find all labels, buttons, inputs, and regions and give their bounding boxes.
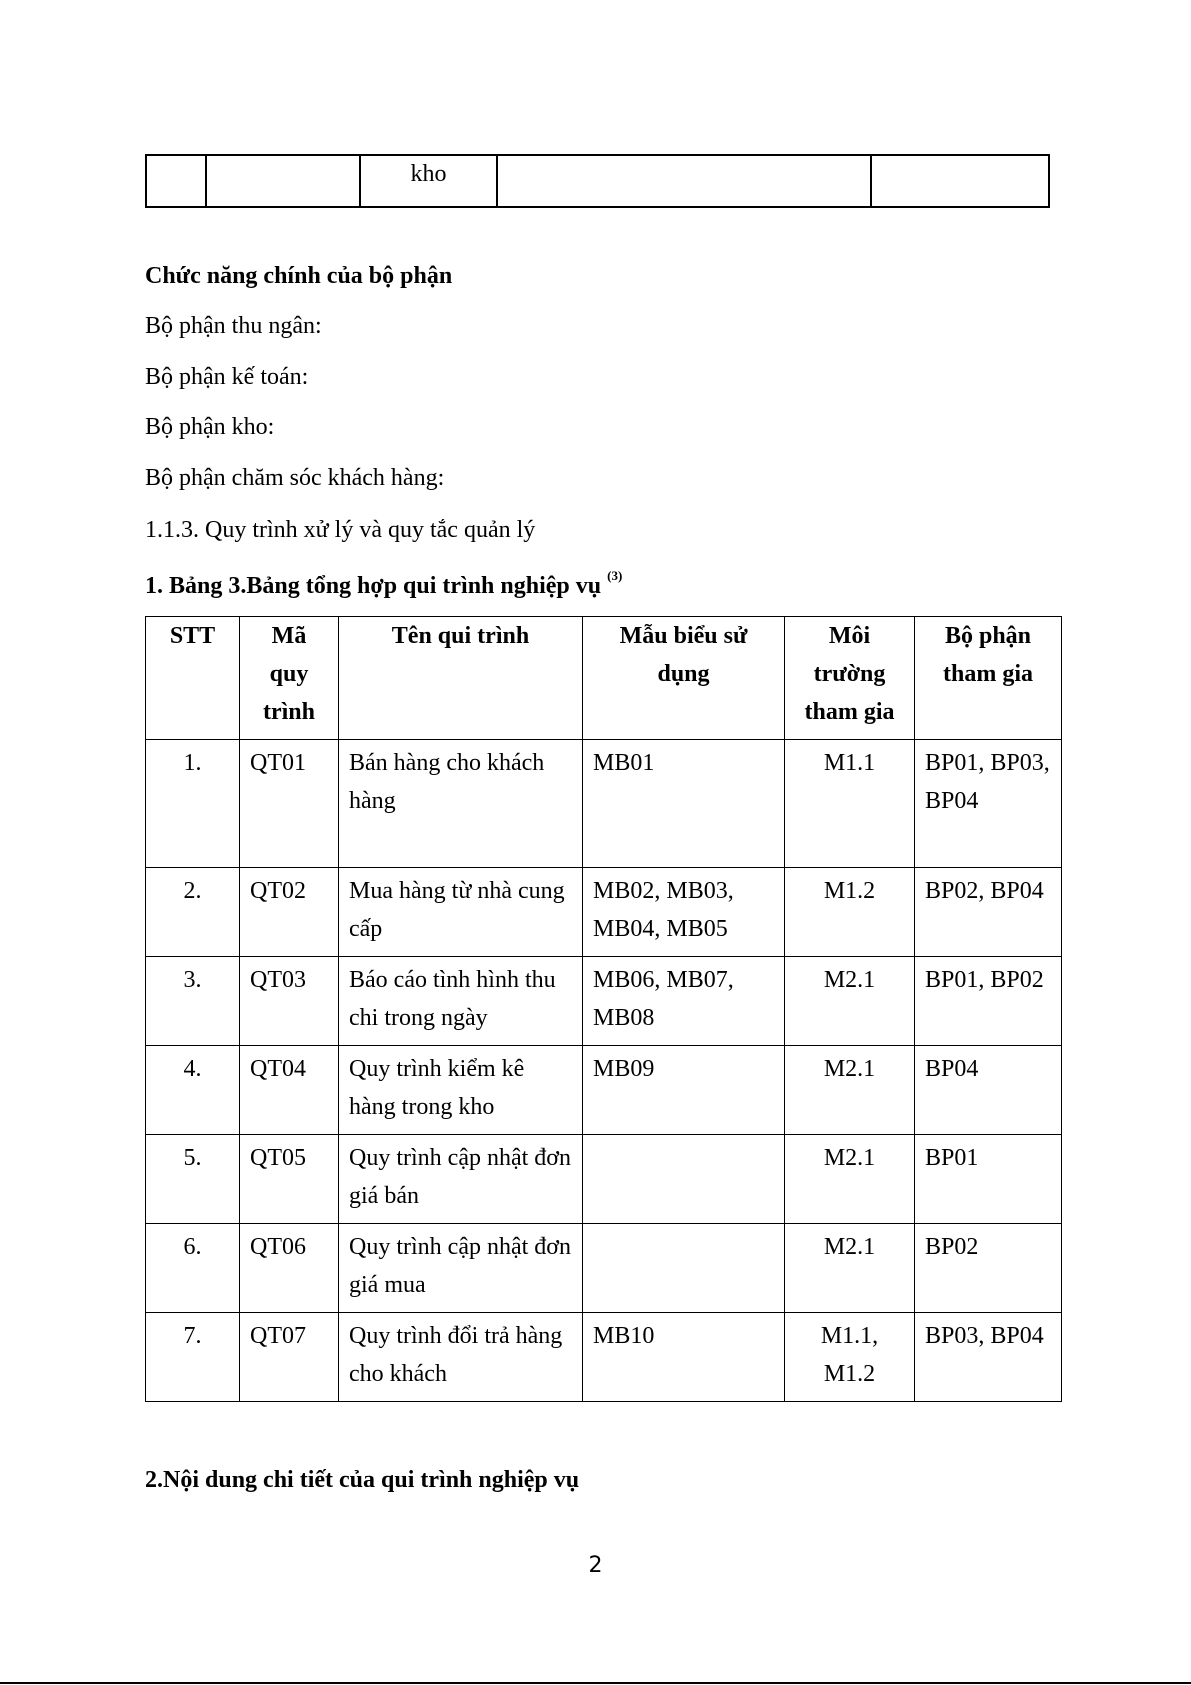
department-line: Bộ phận kế toán: [145,364,309,390]
cell-dept: BP03, BP04 [915,1313,1062,1402]
header-departments: Bộ phận tham gia [915,617,1062,740]
table-row [146,957,1062,1046]
cell-forms: MB09 [583,1046,785,1135]
cell-name: Mua hàng từ nhà cung cấp [339,868,583,957]
table-row [146,1313,1062,1402]
cell-forms: MB01 [583,740,785,868]
cell-env: M2.1 [785,1135,915,1224]
header-forms-used: Mẫu biểu sử dụng [583,617,785,740]
cell-forms [583,1135,785,1224]
header-process-code: Mã quy trình [240,617,339,740]
cell-stt: 1. [146,740,240,868]
table-row [146,1135,1062,1224]
department-line: Bộ phận kho: [145,414,275,440]
table-caption-text: 1. Bảng 3.Bảng tổng hợp qui trình nghiệp vụ [145,573,602,599]
department-line: Bộ phận thu ngân: [145,313,322,339]
cell-env: M1.1, M1.2 [785,1313,915,1402]
cell-code: QT07 [240,1313,339,1402]
cell-name: Quy trình kiểm kê hàng trong kho [339,1046,583,1135]
table-row [146,1224,1062,1313]
cell-env: M1.1 [785,740,915,868]
next-section-heading: 2.Nội dung chi tiết của qui trình nghiệp vụ [145,1467,580,1493]
section-heading: Chức năng chính của bộ phận [145,263,453,289]
cell-name: Quy trình đổi trả hàng cho khách [339,1313,583,1402]
cell-code: QT06 [240,1224,339,1313]
table-row [146,1046,1062,1135]
cell-env: M2.1 [785,1224,915,1313]
page-bottom-rule [0,1682,1191,1684]
cell-stt: 6. [146,1224,240,1313]
department-line: Bộ phận chăm sóc khách hàng: [145,465,445,491]
cell-dept: BP02 [915,1224,1062,1313]
cell-stt: 7. [146,1313,240,1402]
table-cell [206,155,360,207]
cell-stt: 3. [146,957,240,1046]
cell-name: Quy trình cập nhật đơn giá mua [339,1224,583,1313]
table-cell: kho [360,155,497,207]
table-caption [145,565,622,601]
cell-dept: BP01 [915,1135,1062,1224]
cell-name: Quy trình cập nhật đơn giá bán [339,1135,583,1224]
table-row [146,868,1062,957]
cell-stt: 2. [146,868,240,957]
page-number: 2 [588,1553,603,1578]
table-cell [146,155,206,207]
cell-env: M2.1 [785,957,915,1046]
cell-code: QT04 [240,1046,339,1135]
cell-env: M2.1 [785,1046,915,1135]
cell-code: QT02 [240,868,339,957]
table-cell [497,155,871,207]
cell-name: Báo cáo tình hình thu chi trong ngày [339,957,583,1046]
cell-forms [583,1224,785,1313]
cell-dept: BP01, BP02 [915,957,1062,1046]
table-header-row [146,617,1062,740]
cell-env: M1.2 [785,868,915,957]
table-row [146,155,1049,207]
continued-table-fragment [145,154,1050,208]
cell-forms: MB02, MB03, MB04, MB05 [583,868,785,957]
cell-dept: BP04 [915,1046,1062,1135]
cell-code: QT03 [240,957,339,1046]
header-process-name: Tên qui trình [339,617,583,740]
cell-forms: MB06, MB07, MB08 [583,957,785,1046]
cell-stt: 5. [146,1135,240,1224]
header-environment: Môi trường tham gia [785,617,915,740]
cell-name: Bán hàng cho khách hàng [339,740,583,868]
cell-code: QT05 [240,1135,339,1224]
process-summary-table [145,616,1062,1402]
table-caption-reference: (3) [607,568,623,583]
cell-dept: BP02, BP04 [915,868,1062,957]
cell-forms: MB10 [583,1313,785,1402]
table-cell [871,155,1049,207]
header-stt: STT [146,617,240,740]
cell-dept: BP01, BP03, BP04 [915,740,1062,868]
cell-stt: 4. [146,1046,240,1135]
cell-code: QT01 [240,740,339,868]
subsection-title: 1.1.3. Quy trình xử lý và quy tắc quản lý [145,517,536,543]
table-row [146,740,1062,868]
